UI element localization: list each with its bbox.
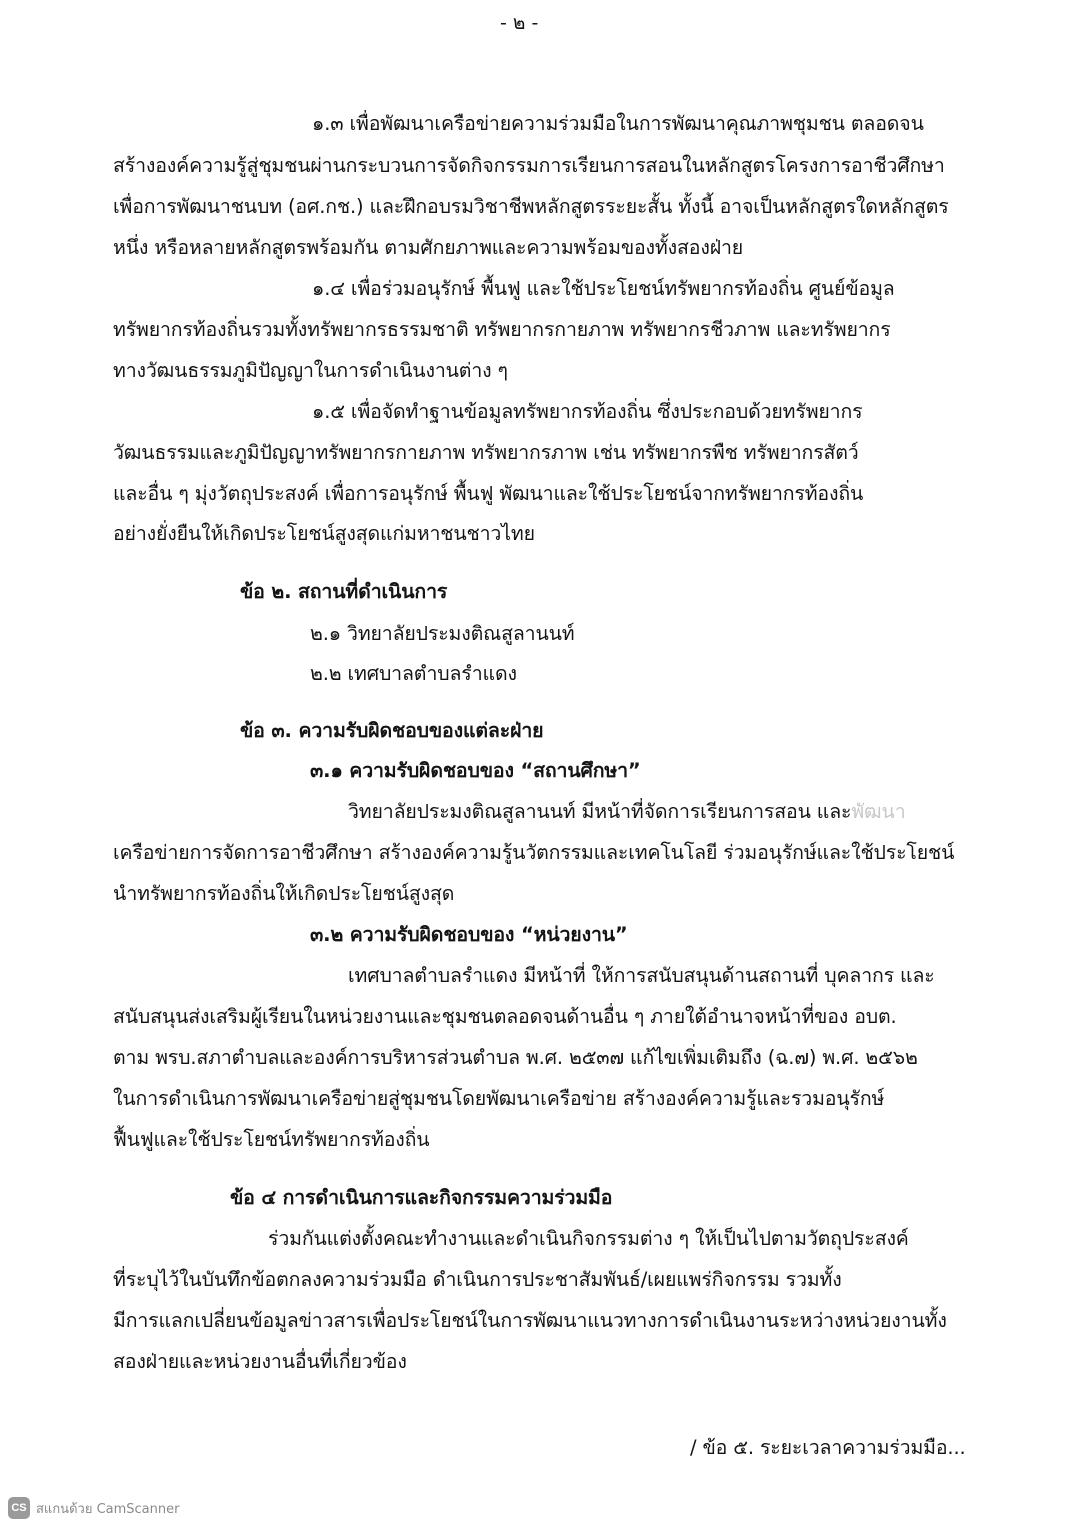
section-2-heading: ข้อ ๒. สถานที่ดำเนินการ xyxy=(240,580,448,603)
item-1-4-line-2: ทรัพยากรท้องถิ่นรวมทั้งทรัพยากรธรรมชาติ ทรัพยากรกายภาพ ทรัพยากรชีวภาพ และทรัพยากร xyxy=(113,318,891,341)
item-1-5-line-3: และอื่น ๆ มุ่งวัตถุประสงค์ เพื่อการอนุรักษ์ พื้นฟู พัฒนาและใช้ประโยชน์จากทรัพยากรท้องถิ่น xyxy=(113,482,864,505)
item-1-5-line-4: อย่างยั่งยืนให้เกิดประโยชน์สูงสุดแก่มหาชนชาวไทย xyxy=(113,522,535,545)
section-2-item-1: ๒.๑ วิทยาลัยประมงติณสูลานนท์ xyxy=(310,622,575,645)
section-3-1-line-3: นำทรัพยากรท้องถิ่นให้เกิดประโยชน์สูงสุด xyxy=(113,882,455,905)
section-3-1-heading: ๓.๑ ความรับผิดชอบของ “สถานศึกษา” xyxy=(310,759,641,782)
section-3-2-line-5: ฟื้นฟูและใช้ประโยชน์ทรัพยากรท้องถิ่น xyxy=(113,1128,430,1151)
section-4-heading: ข้อ ๔ การดำเนินการและกิจกรรมความร่วมมือ xyxy=(230,1186,613,1209)
item-1-5-line-2: วัฒนธรรมและภูมิปัญญาทรัพยากรกายภาพ ทรัพยากรภาพ เช่น ทรัพยากรพืช ทรัพยากรสัตว์ xyxy=(113,441,859,464)
item-1-3-line-3: เพื่อการพัฒนาชนบท (อศ.กช.) และฝึกอบรมวิชาชีพหลักสูตรระยะสั้น ทั้งนี้ อาจเป็นหลักสูตรใดหลักสูตร xyxy=(113,195,949,218)
item-1-3-line-4: หนึ่ง หรือหลายหลักสูตรพร้อมกัน ตามศักยภาพและความพร้อมของทั้งสองฝ่าย xyxy=(113,236,744,259)
camscanner-logo-icon: CS xyxy=(8,1497,30,1519)
page-number: - ๒ - xyxy=(500,12,539,34)
section-3-heading: ข้อ ๓. ความรับผิดชอบของแต่ละฝ่าย xyxy=(240,719,544,742)
camscanner-footer xyxy=(0,1497,179,1519)
section-3-1-faint-word: พัฒนา xyxy=(851,800,906,823)
item-1-4-line-3: ทางวัฒนธรรมภูมิปัญญาในการดำเนินงานต่าง ๆ xyxy=(113,359,508,382)
section-3-1-line-1 xyxy=(348,800,906,824)
section-4-line-4: สองฝ่ายและหน่วยงานอื่นที่เกี่ยวข้อง xyxy=(113,1350,407,1373)
section-3-2-line-3: ตาม พรบ.สภาตำบลและองค์การบริหารส่วนตำบล พ.ศ. ๒๕๓๗ แก้ไขเพิ่มเติมถึง (ฉ.๗) พ.ศ. ๒๕๖๒ xyxy=(113,1046,918,1069)
section-3-2-line-1: เทศบาลตำบลรำแดง มีหน้าที่ ให้การสนับสนุนด้านสถานที่ บุคลากร และ xyxy=(348,964,935,987)
section-3-1-line-2: เครือข่ายการจัดการอาชีวศึกษา สร้างองค์ความรู้นวัตกรรมและเทคโนโลยี ร่วมอนุรักษ์และใช้ประโยชน์ xyxy=(113,841,955,864)
section-3-2-line-2: สนับสนุนส่งเสริมผู้เรียนในหน่วยงานและชุมชนตลอดจนด้านอื่น ๆ ภายใต้อำนาจหน้าที่ของ อบต. xyxy=(113,1005,897,1028)
section-3-1-line-1-text: วิทยาลัยประมงติณสูลานนท์ มีหน้าที่จัดการเรียนการสอน และ xyxy=(348,800,852,823)
continuation-note: / ข้อ ๕. ระยะเวลาความร่วมมือ... xyxy=(690,1436,966,1459)
camscanner-text: สแกนด้วย CamScanner xyxy=(36,1501,180,1517)
section-4-line-2: ที่ระบุไว้ในบันทึกข้อตกลงความร่วมมือ ดำเนินการประชาสัมพันธ์/เผยแพร่กิจกรรม รวมทั้ง xyxy=(113,1268,842,1291)
section-4-line-3: มีการแลกเปลี่ยนข้อมูลข่าวสารเพื่อประโยชน์ในการพัฒนาแนวทางการดำเนินงานระหว่างหน่วยงานทั้ง xyxy=(113,1309,947,1332)
section-3-2-heading: ๓.๒ ความรับผิดชอบของ “หน่วยงาน” xyxy=(310,923,628,946)
item-1-3-line-2: สร้างองค์ความรู้สู่ชุมชนผ่านกระบวนการจัดกิจกรรมการเรียนการสอนในหลักสูตรโครงการอาชีวศึกษา xyxy=(113,154,945,177)
section-4-line-1: ร่วมกันแต่งตั้งคณะทำงานและดำเนินกิจกรรมต่าง ๆ ให้เป็นไปตามวัตถุประสงค์ xyxy=(268,1227,909,1250)
section-2-item-2: ๒.๒ เทศบาลตำบลรำแดง xyxy=(310,662,517,685)
item-1-4-line-1: ๑.๔ เพื่อร่วมอนุรักษ์ พื้นฟู และใช้ประโยชน์ทรัพยากรท้องถิ่น ศูนย์ข้อมูล xyxy=(312,277,895,300)
item-1-3-line-1: ๑.๓ เพื่อพัฒนาเครือข่ายความร่วมมือในการพัฒนาคุณภาพชุมชน ตลอดจน xyxy=(312,112,924,135)
item-1-5-line-1: ๑.๕ เพื่อจัดทำฐานข้อมูลทรัพยากรท้องถิ่น ซึ่งประกอบด้วยทรัพยากร xyxy=(312,400,863,423)
section-3-2-line-4: ในการดำเนินการพัฒนาเครือข่ายสู่ชุมชนโดยพัฒนาเครือข่าย สร้างองค์ความรู้และรวมอนุรักษ์ xyxy=(113,1087,885,1110)
